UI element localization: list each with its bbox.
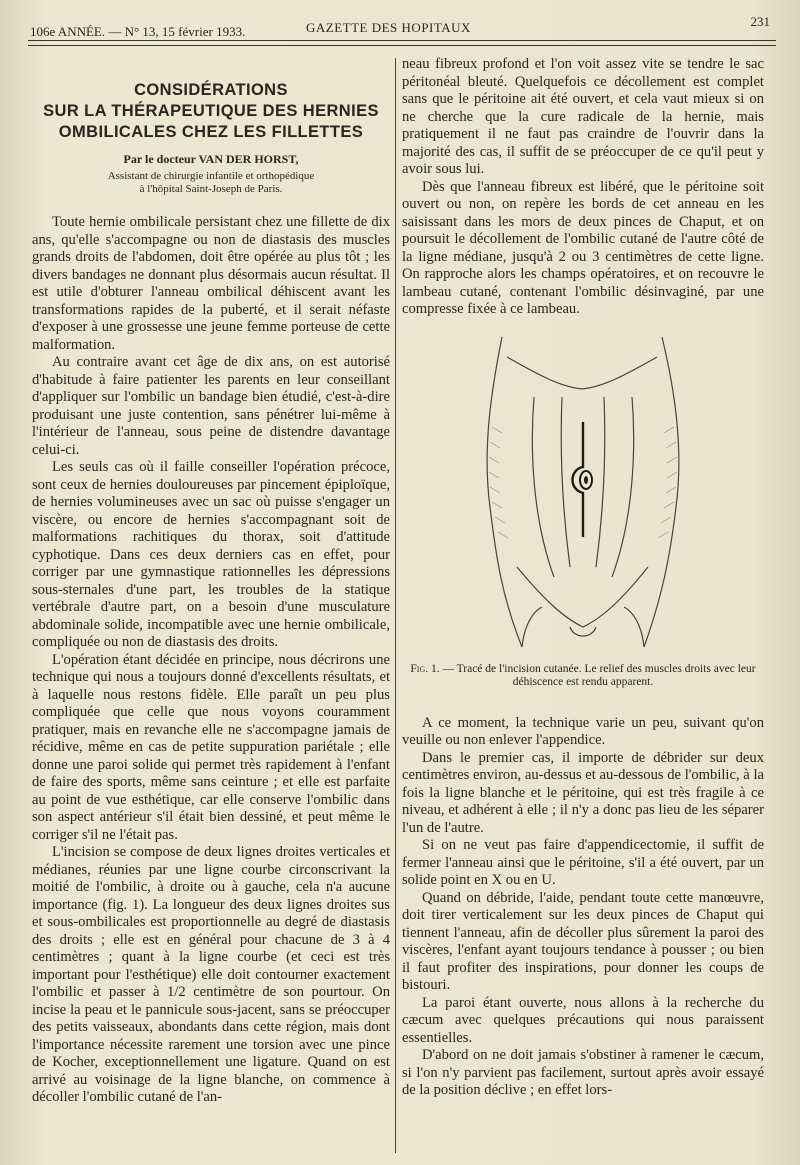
paragraph: Les seuls cas où il faille conseiller l'opération précoce, sont ceux de hernies douloureuses par pincement épiploïque, de hernies volumineuses avec un sac où puisse s'engager un viscère, ou encore de hernies s'accompagnant soit de malformations rachitiques du thorax, soit d'attitude cyphotique. Dans ces deux derniers cas en effet, pour corriger par une gymnastique rationnelles les dépressions sous-sternales d'une part, les troubles de la statique vertébrale d'autre part, on a besoin d'une musculature abdominale solide, incompatible avec une hernie ombilicale, compliquée ou non de diastasis des droits. — [32, 459, 390, 650]
affiliation-line: à l'hôpital Saint-Joseph de Paris. — [139, 183, 283, 195]
journal-name: GAZETTE DES HOPITAUX — [306, 20, 471, 35]
rib-margin — [507, 357, 657, 389]
paragraph: La paroi étant ouverte, nous allons à la recherche du cæcum avec quelques précautions qui nous paraissent essentielles. — [402, 994, 764, 1046]
right-column — [402, 56, 764, 1100]
abdomen-incision-illustration — [462, 327, 702, 657]
header-rule-thin — [28, 45, 776, 46]
paragraph: A ce moment, la technique varie un peu, suivant qu'on veuille ou non enlever l'appendice. — [402, 714, 764, 748]
rectus-muscle-left — [532, 397, 554, 577]
paragraph: Dans le premier cas, il importe de débrider sur deux centimètres environ, au-dessus et au-dessous de l'ombilic, à la fois la ligne blanche et le péritoine, qui est très fragile à ce niveau, et adhérent à elle ; il n'y a donc pas lieu de les séparer l'un de l'autre. — [402, 749, 764, 836]
groin-fold — [517, 567, 648, 627]
rectus-muscle-right — [612, 397, 634, 577]
figure-label: Fig. 1. — [410, 662, 440, 675]
torso-right-outline — [644, 337, 679, 647]
incision-line — [572, 422, 583, 537]
issue-info: 106e ANNÉE. — N° 13, 15 février 1933. — [30, 24, 246, 39]
running-head — [30, 14, 770, 40]
title-line: OMBILICALES CHEZ LES FILLETTES — [58, 123, 364, 141]
paragraph: neau fibreux profond et l'on voit assez vite se tendre le sac péritonéal bleuté. Quelquefois ce décollement est complet sans que le péritoine ait été ouvert, et cela vaut mieux si on ne cherche que la cure radicale de la hernie, mais pratiquement il ne faut pas craindre de l'ouvrir dans la majorité des cas, il suffit de se préoccuper de ce qu'il peut y avoir sous lui. — [402, 56, 764, 177]
paragraph: L'opération étant décidée en principe, nous décrirons une technique qui nous a toujours donné d'excellents résultats, et à laquelle nous restons fidèle. Elle paraît un peu plus compliquée que celle que nous voyons couramment pratiquer, mais en revanche elle ne s'accompagne jamais de récidive, même en cas de petite suppuration pariétale ; elle donne une paroi solide qui permet très rapidement à l'enfant de faire des sports, même sans ceinture ; et elle est parfaite au point de vue esthétique, car elle conserve l'ombilic dans son aspect antérieur s'il était bien dessiné, et peut même le corriger s'il ne l'était pas. — [32, 651, 390, 843]
paragraph: Toute hernie ombilicale persistant chez une fillette de dix ans, qu'elle s'accompagne ou non de diastasis des muscles grands droits de l'abdomen, doit être opérée au plus tôt ; les divers bandages ne donnant plus désormais aucun résultat. Il est utile d'obturer l'anneau ombilical déhiscent avant les transformations rapides de la puberté, et il serait néfaste d'exposer à une grossesse une jeune femme porteuse de cette malformation. — [32, 214, 390, 353]
title-line: CONSIDÉRATIONS — [134, 81, 288, 99]
paragraph: L'incision se compose de deux lignes droites verticales et médianes, réunies par une ligne courbe circonscrivant la moitié de l'ombilic, à droite ou à gauche, cela n'a aucune importance (fig. 1). La longueur des deux lignes droites sus et sous-ombilicales est proportionnelle au degré de diastasis des droits ; elle est en général pour chacune de 3 à 4 centimètres ; quant à la ligne courbe (et ceci est très important pour l'esthétique) elle doit contourner exactement l'ombilic et passer à 1/2 centimètre de son pourtour. On incise la peau et le pannicule sous-jacent, sans se préoccuper des petits vaisseaux, abondants dans cette région, mais dont l'importance nécessite rarement une torsion avec une pince de Kocher, exceptionnellement une ligature. Quand on est arrivé au voisinage de la ligne blanche, on commence à décoller l'ombilic cutané de l'an- — [32, 844, 390, 1105]
paragraph: D'abord on ne doit jamais s'obstiner à ramener le cæcum, si l'on n'y parvient pas facilement, surtout après avoir essayé de la position déclive ; en effet lors- — [402, 1047, 764, 1098]
figure-caption — [402, 663, 764, 689]
figure-1 — [402, 327, 764, 657]
page-number: 231 — [750, 14, 770, 29]
header-rule — [28, 40, 776, 41]
article-title — [32, 80, 390, 143]
paragraph: Dès que l'anneau fibreux est libéré, que le péritoine soit ouvert ou non, on repère les bords de cet anneau en les saisissant dans les mors de deux pinces de Chaput, et on poursuit le décollement de l'ombilic cutané de l'autre côté de la ligne médiane, jusqu'à 2 ou 3 centimètres de cette ligne. On rapproche alors les champs opératoires, et on recouvre le lambeau cutané, contenant l'ombilic désinvaginé, par une compresse fixée à ce lambeau. — [402, 178, 764, 317]
byline — [32, 153, 390, 196]
paragraph: Quand on débride, l'aide, pendant toute cette manœuvre, doit tirer verticalement sur les deux pinces de Chaput qui tiennent l'anneau, afin de décoller plus sûrement la paroi des viscères, l'enfant ayant toujours tendance à pousser ; ou bien il faut profiter des inspirations, pour donner les coups de bistouri. — [402, 889, 764, 993]
paragraph: Au contraire avant cet âge de dix ans, on est autorisé d'habitude à faire patienter les parents en leur conseillant d'appliquer sur l'ombilic un bandage bien étudié, c'est-à-dire produisant une juste contention, sans pénétrer lui-même à l'intérieur de l'anneau, sous peine de distendre davantage celui-ci. — [32, 354, 390, 458]
left-column — [32, 80, 390, 1107]
paragraph: Si on ne veut pas faire d'appendicectomie, il suffit de fermer l'anneau ainsi que le péritoine, s'il a été ouvert, par un solide point en X ou en U. — [402, 837, 764, 888]
torso-left-outline — [487, 337, 522, 647]
affiliation-line: Assistant de chirurgie infantile et orthopédique — [107, 170, 315, 182]
figure-caption-text: — Tracé de l'incision cutanée. Le relief des muscles droits avec leur déhiscence est rendu apparent. — [442, 662, 756, 688]
column-divider — [395, 58, 396, 1153]
title-line: SUR LA THÉRAPEUTIQUE DES HERNIES — [43, 102, 379, 120]
author-name: Par le docteur VAN DER HORST, — [123, 152, 299, 166]
